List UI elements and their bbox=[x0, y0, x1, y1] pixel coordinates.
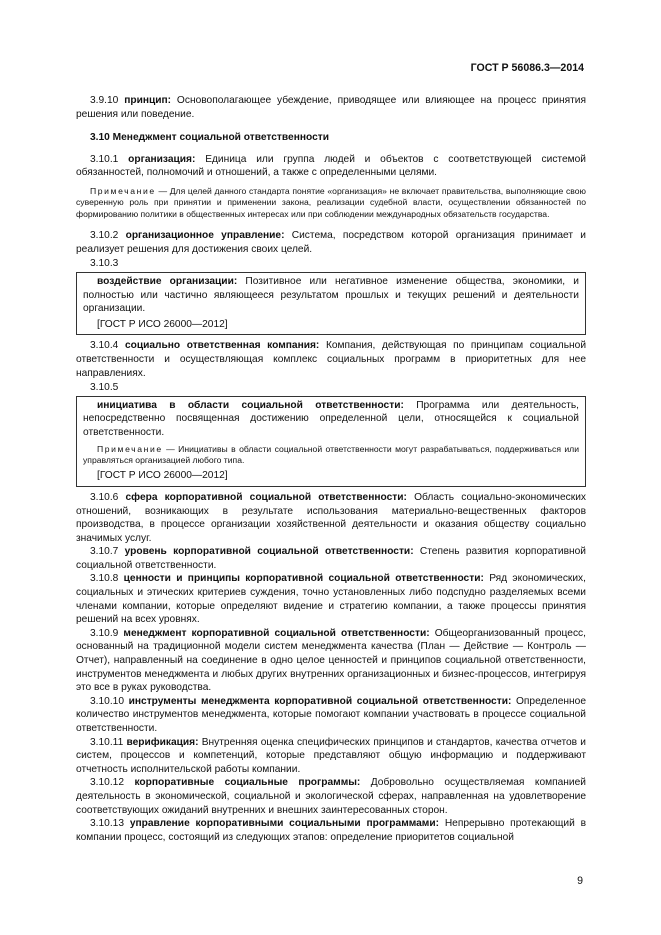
term-title: корпоративные социальные программы: bbox=[134, 777, 361, 789]
term-3-10-2: 3.10.2 организационное управление: Система, посредством которой организация принимает и реализует решения для достижения своих целей. bbox=[76, 230, 586, 255]
term-title: инструменты менеджмента корпоративной социальной ответственности: bbox=[128, 695, 512, 707]
term-3-9-10: 3.9.10 принцип: Основополагающее убеждение, приводящее или влияющее на процесс принятия решения или поведение. bbox=[76, 95, 586, 120]
document-body bbox=[76, 94, 586, 844]
boxed-definition-3-10-5 bbox=[76, 396, 586, 487]
note-initiative: Примечание — Инициативы в области социальной ответственности могут разрабатываться, поддерживаться или управляться организацией любого типа. bbox=[83, 443, 579, 465]
term-number: 3.10.3 bbox=[90, 258, 119, 270]
term-3-10-1: 3.10.1 организация: Единица или группа людей и объектов с соответствующей системой обязанностей, полномочий и отношений, а также с определенными целями. bbox=[76, 153, 586, 179]
term-title: инициатива в области социальной ответственности: bbox=[97, 399, 404, 411]
term-title: уровень корпоративной социальной ответственности: bbox=[124, 546, 414, 558]
term-number: 3.10.5 bbox=[90, 382, 119, 394]
reference: [ГОСТ Р ИСО 26000—2012] bbox=[97, 470, 228, 482]
term-title: управление корпоративными социальными программами: bbox=[129, 818, 439, 830]
term-title: верификация: bbox=[126, 736, 199, 748]
term-title: менеджмент корпоративной социальной ответственности: bbox=[123, 627, 430, 639]
term-3-10-9: 3.10.9 менеджмент корпоративной социальной ответственности: Общеорганизованный процесс, основанный на традиционной модели систем менеджмента качества (План — Действие — Контроль — Отчет), направленный на соединение в одно целое ценностей и принципов социальной ответственности, инструментов менеджмента и любых других внутренних организационных и бизнес-процессов, интегрируя это все в руках руководства. bbox=[76, 627, 586, 694]
term-3-10-5: инициатива в области социальной ответственности: Программа или деятельность, непосредственно посвященная достижению определенной цели, относящейся к социальной ответственности. bbox=[83, 399, 579, 438]
term-title: организационное управление: bbox=[125, 230, 285, 242]
term-3-10-12: 3.10.12 корпоративные социальные программы: Добровольно осуществляемая компанией деятельность в экономической, социальной и экологической сферах, направленная на удовлетворение соответствующих ожиданий внутренних и внешних заинтересованных сторон. bbox=[76, 777, 586, 816]
term-3-10-4: 3.10.4 социально ответственная компания: Компания, действующая по принципам социальной ответственности и осуществляющая комплекс социальных программ в приоритетных для нее направлениях. bbox=[76, 340, 587, 379]
standard-header: ГОСТ Р 56086.3—2014 bbox=[470, 62, 584, 74]
term-3-10-3: воздействие организации: Позитивное или негативное изменение общества, экономики, и полностью или частично являющееся результатом прошлых и текущих решений и деятельности организации. bbox=[83, 275, 579, 315]
note-label: Примечание bbox=[90, 185, 156, 196]
term-title: принцип: bbox=[124, 95, 172, 106]
note-label: Примечание bbox=[97, 443, 163, 454]
section-title: 3.10 Менеджмент социальной ответственности bbox=[90, 132, 330, 144]
term-title: сфера корпоративной социальной ответственности: bbox=[125, 491, 407, 503]
term-title: социально ответственная компания: bbox=[124, 340, 320, 352]
term-title: организация: bbox=[128, 153, 196, 165]
term-3-10-13: 3.10.13 управление корпоративными социальными программами: Непрерывно протекающий в компании процесс, состоящий из следующих этапов: определение приоритетов социальной bbox=[76, 818, 586, 843]
term-title: ценности и принципы корпоративной социальной ответственности: bbox=[123, 573, 484, 585]
term-3-10-11: 3.10.11 верификация: Внутренняя оценка специфических принципов и стандартов, качества отчетов и систем, процессов и компетенций, которые представляют общую информацию и поддерживают отчетность исполнительской работы компании. bbox=[76, 736, 586, 775]
term-3-10-10: 3.10.10 инструменты менеджмента корпоративной социальной ответственности: Определенное количество инструментов менеджмента, которые помогают компании участвовать в процессе социальной ответственности. bbox=[76, 695, 586, 734]
boxed-definition-3-10-3 bbox=[76, 272, 586, 335]
reference: [ГОСТ Р ИСО 26000—2012] bbox=[97, 318, 228, 330]
page-number: 9 bbox=[577, 875, 583, 887]
term-title: воздействие организации: bbox=[97, 275, 238, 287]
term-3-10-7: 3.10.7 уровень корпоративной социальной ответственности: Степень развития корпоративной социальной ответственности. bbox=[76, 546, 586, 571]
term-3-10-6: 3.10.6 сфера корпоративной социальной ответственности: Область социально-экономических отношений, возникающих в результате использования материально-вещественных факторов производства, в процессе организации хозяйственной деятельности и оказания обществу социально значимых услуг. bbox=[76, 491, 586, 544]
note-organization: Примечание — Для целей данного стандарта понятие «организация» не включает правительства, выполняющие свою суверенную роль при принятии и применении закона, реализации судебной власти, осуществлении обязанностей по формированию политики в общественных интересах или при соблюдении международных обязательств государства. bbox=[76, 185, 587, 219]
term-3-10-8: 3.10.8 ценности и принципы корпоративной социальной ответственности: Ряд экономических, социальных и этических критериев суждения, точно установленных либо подспудно разделяемых всеми членами компании, которые определяют видение и стратегию компании, а также процессы принятия решений на всех уровнях. bbox=[76, 573, 586, 626]
